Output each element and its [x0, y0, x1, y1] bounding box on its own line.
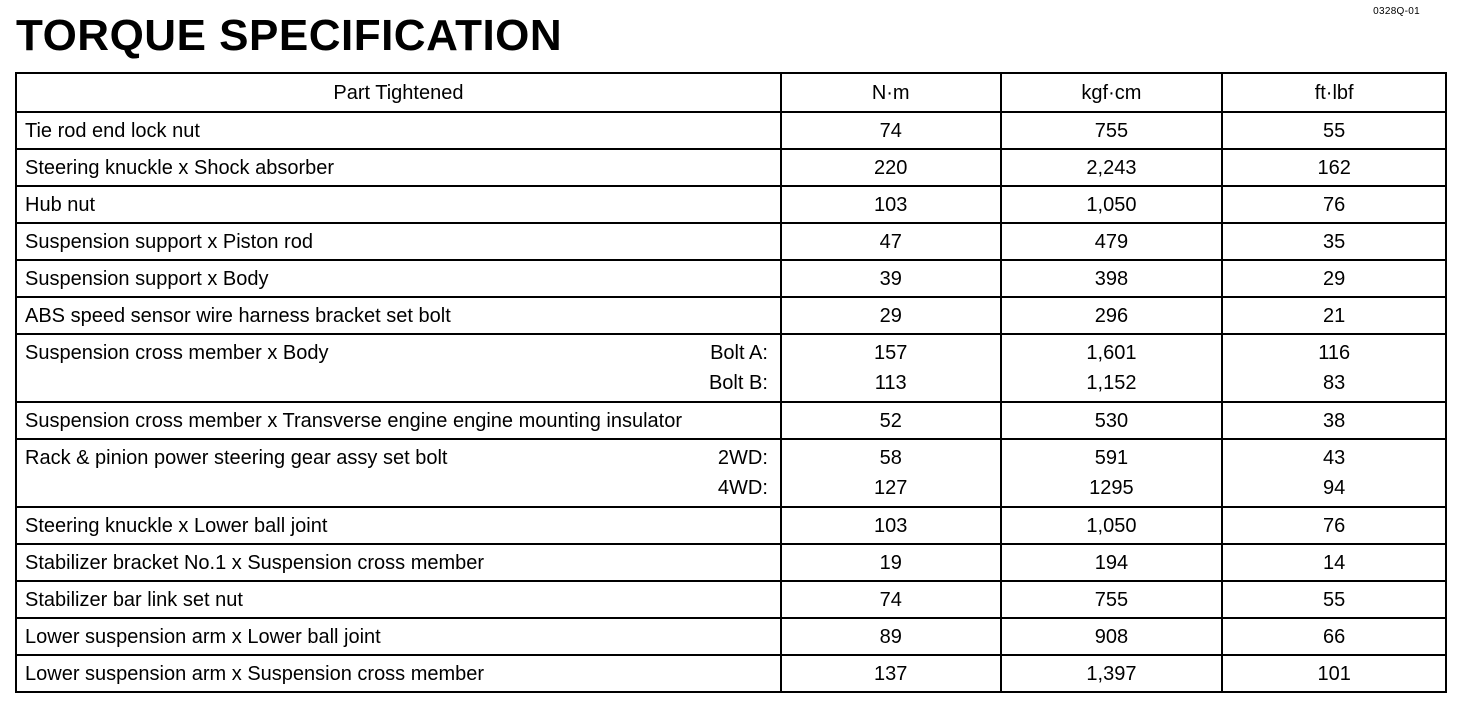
kgf-value-cell: 479: [1001, 223, 1223, 260]
kgf-value-cell: 530: [1001, 402, 1223, 439]
column-header-ft: ft·lbf: [1222, 73, 1446, 112]
nm-value: 113: [874, 372, 907, 394]
part-name: Rack & pinion power steering gear assy set bolt: [25, 447, 448, 469]
table-body: [16, 112, 1446, 692]
table-row: [16, 655, 1446, 692]
part-cell: Steering knuckle x Lower ball joint: [16, 507, 781, 544]
nm-value-cell: 74: [781, 581, 1001, 618]
nm-value-cell: 39: [781, 260, 1001, 297]
kgf-value: 591: [1094, 447, 1129, 469]
ft-value-cell: [1222, 439, 1446, 507]
part-cell: Lower suspension arm x Suspension cross member: [16, 655, 781, 692]
kgf-value-cell: 1,050: [1001, 186, 1223, 223]
ft-value-cell: 101: [1222, 655, 1446, 692]
part-cell: Steering knuckle x Shock absorber: [16, 149, 781, 186]
torque-spec-table: [15, 72, 1447, 693]
ft-value: 116: [1318, 342, 1351, 364]
sub-label: 4WD:: [717, 477, 768, 499]
part-name: Suspension cross member x Body: [25, 342, 329, 364]
nm-value-cell: [781, 334, 1001, 402]
ft-value-cell: 76: [1222, 507, 1446, 544]
part-cell: Hub nut: [16, 186, 781, 223]
ft-value-cell: 76: [1222, 186, 1446, 223]
nm-value-cell: 103: [781, 186, 1001, 223]
part-cell: [16, 439, 781, 507]
ft-value-cell: 21: [1222, 297, 1446, 334]
table-row: [16, 260, 1446, 297]
ft-value-cell: 29: [1222, 260, 1446, 297]
kgf-value-cell: 194: [1001, 544, 1223, 581]
sub-label: 2WD:: [717, 447, 768, 469]
part-cell: Suspension support x Body: [16, 260, 781, 297]
part-cell: Suspension cross member x Transverse engine engine mounting insulator: [16, 402, 781, 439]
nm-value-cell: 74: [781, 112, 1001, 149]
ft-value: 43: [1323, 447, 1346, 469]
kgf-value-cell: 908: [1001, 618, 1223, 655]
table-header-row: [16, 73, 1446, 112]
kgf-value-cell: [1001, 334, 1223, 402]
table-row: [16, 149, 1446, 186]
nm-value-cell: 137: [781, 655, 1001, 692]
kgf-value-cell: 1,050: [1001, 507, 1223, 544]
nm-value: 58: [879, 447, 902, 469]
table-row: [16, 439, 1446, 507]
part-cell: ABS speed sensor wire harness bracket set bolt: [16, 297, 781, 334]
part-cell: [16, 334, 781, 402]
ft-value-cell: [1222, 334, 1446, 402]
part-cell: Suspension support x Piston rod: [16, 223, 781, 260]
ft-value-cell: 55: [1222, 112, 1446, 149]
document-code: 0328Q-01: [1373, 6, 1420, 17]
table-row: [16, 334, 1446, 402]
kgf-value-cell: 296: [1001, 297, 1223, 334]
part-cell: Lower suspension arm x Lower ball joint: [16, 618, 781, 655]
column-header-kgf: kgf·cm: [1001, 73, 1223, 112]
nm-value-cell: 19: [781, 544, 1001, 581]
ft-value-cell: 14: [1222, 544, 1446, 581]
kgf-value-cell: 755: [1001, 581, 1223, 618]
ft-value-cell: 55: [1222, 581, 1446, 618]
table-row: [16, 402, 1446, 439]
table-row: [16, 544, 1446, 581]
table-row: [16, 297, 1446, 334]
table-row: [16, 581, 1446, 618]
ft-value: 83: [1323, 372, 1346, 394]
kgf-value: 1295: [1089, 477, 1134, 499]
sub-labels: [709, 338, 772, 398]
column-header-nm: N·m: [781, 73, 1001, 112]
part-cell: Stabilizer bracket No.1 x Suspension cross member: [16, 544, 781, 581]
sub-label: Bolt B:: [708, 372, 768, 394]
table-row: [16, 507, 1446, 544]
kgf-value-cell: 1,397: [1001, 655, 1223, 692]
nm-value-cell: 89: [781, 618, 1001, 655]
nm-value: 157: [874, 342, 908, 364]
table-row: [16, 186, 1446, 223]
nm-value-cell: 47: [781, 223, 1001, 260]
ft-value-cell: 38: [1222, 402, 1446, 439]
kgf-value-cell: 755: [1001, 112, 1223, 149]
ft-value-cell: 35: [1222, 223, 1446, 260]
nm-value-cell: 103: [781, 507, 1001, 544]
part-cell: Stabilizer bar link set nut: [16, 581, 781, 618]
page-title: TORQUE SPECIFICATION: [16, 11, 563, 60]
ft-value-cell: 66: [1222, 618, 1446, 655]
kgf-value: 1,601: [1086, 342, 1137, 364]
kgf-value-cell: 398: [1001, 260, 1223, 297]
ft-value: 94: [1323, 477, 1346, 499]
table-row: [16, 223, 1446, 260]
nm-value-cell: 220: [781, 149, 1001, 186]
table-row: [16, 112, 1446, 149]
nm-value-cell: 52: [781, 402, 1001, 439]
nm-value: 127: [874, 477, 908, 499]
nm-value-cell: [781, 439, 1001, 507]
nm-value-cell: 29: [781, 297, 1001, 334]
column-header-part: Part Tightened: [16, 73, 781, 112]
kgf-value-cell: [1001, 439, 1223, 507]
kgf-value: 1,152: [1086, 372, 1137, 394]
table-row: [16, 618, 1446, 655]
part-cell: Tie rod end lock nut: [16, 112, 781, 149]
kgf-value-cell: 2,243: [1001, 149, 1223, 186]
sub-label: Bolt A:: [710, 342, 768, 364]
ft-value-cell: 162: [1222, 149, 1446, 186]
sub-labels: [718, 443, 772, 503]
